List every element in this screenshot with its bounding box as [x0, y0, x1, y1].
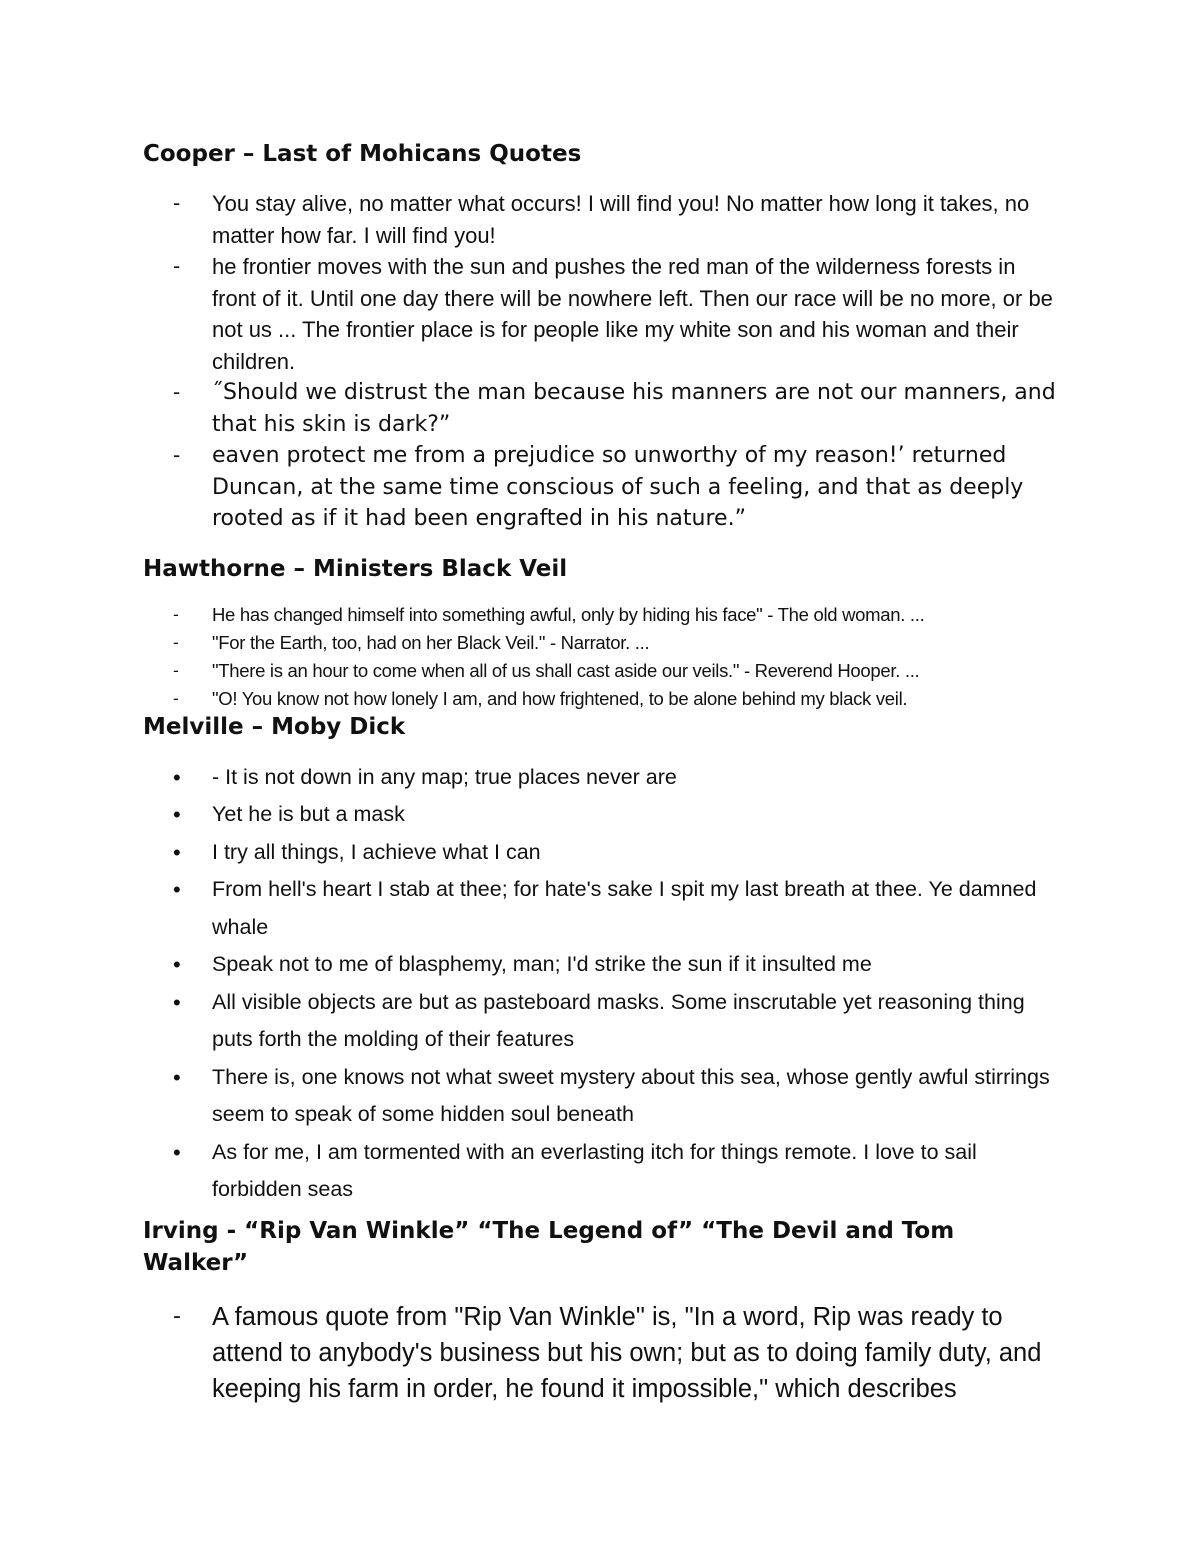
quote-text: I try all things, I achieve what I can — [212, 839, 541, 864]
section-heading-irving: Irving - “Rip Van Winkle” “The Legend of” “The Devil and Tom Walker” — [143, 1217, 955, 1276]
quote-list-irving — [143, 1299, 1063, 1407]
quote-text: - It is not down in any map; true places never are — [212, 764, 677, 789]
quote-list-hawthorne — [143, 601, 1063, 713]
list-item — [143, 440, 1063, 535]
section-heading-cooper: Cooper – Last of Mohicans Quotes — [143, 141, 582, 167]
section-heading-melville: Melville – Moby Dick — [143, 713, 406, 740]
quote-text: As for me, I am tormented with an everlasting itch for things remote. I love to sail forbidden seas — [212, 1139, 977, 1201]
dash-marker: - — [173, 660, 179, 680]
dash-marker: - — [173, 443, 181, 467]
list-item — [143, 834, 1063, 872]
dash-marker: - — [173, 191, 181, 215]
list-item — [143, 657, 1063, 685]
list-item — [143, 946, 1063, 984]
bullet-marker: • — [173, 839, 181, 865]
quote-text: "O! You know not how lonely I am, and how frightened, to be alone behind my black veil. — [212, 687, 908, 709]
bullet-marker: • — [173, 877, 181, 902]
bullet-marker: • — [173, 1064, 181, 1090]
bullet-marker: • — [173, 989, 181, 1015]
dash-marker: - — [173, 688, 179, 708]
quote-text: Speak not to me of blasphemy, man; I'd strike the sun if it insulted me — [212, 952, 872, 976]
quote-text: A famous quote from "Rip Van Winkle" is, "In a word, Rip was ready to attend to anybody's business but his own; but as to doing family duty, and keeping his farm in order, he found it impossible," which describes — [212, 1302, 1042, 1403]
bullet-marker: • — [173, 764, 181, 790]
document-content — [143, 138, 1063, 1407]
bullet-marker: • — [173, 802, 181, 827]
list-item — [143, 629, 1063, 657]
bullet-marker: • — [173, 1139, 181, 1165]
list-item — [143, 1134, 1063, 1209]
quote-text: he frontier moves with the sun and pushes the red man of the wilderness forests in front of it. Until one day there will be nowhere left. Then our race will be no more, or be not us ... The frontier place is for people like my white son and his woman and their children. — [212, 254, 1053, 374]
list-item — [143, 796, 1063, 834]
dash-marker: - — [173, 1303, 181, 1329]
quote-text: "For the Earth, too, had on her Black Veil." - Narrator. ... — [212, 631, 650, 653]
bullet-marker: • — [173, 952, 181, 977]
list-item — [143, 871, 1063, 946]
dash-marker: - — [173, 380, 181, 404]
quote-text: All visible objects are but as pasteboard masks. Some inscrutable yet reasoning thing puts forth the molding of their features — [212, 989, 1025, 1051]
list-item — [143, 251, 1063, 377]
quote-text: From hell's heart I stab at thee; for hate's sake I spit my last breath at thee. Ye damned whale — [212, 877, 1037, 939]
list-item — [143, 601, 1063, 629]
quote-text: ˝Should we distrust the man because his manners are not our manners, and that his skin is dark?” — [212, 380, 1056, 437]
section-heading-hawthorne: Hawthorne – Ministers Black Veil — [143, 555, 568, 582]
list-item — [143, 685, 1063, 713]
quote-text: You stay alive, no matter what occurs! I will find you! No matter how long it takes, no matter how far. I will find you! — [212, 191, 1030, 248]
quote-text: There is, one knows not what sweet mystery about this sea, whose gently awful stirrings seem to speak of some hidden soul beneath — [212, 1064, 1050, 1126]
dash-marker: - — [173, 604, 179, 624]
list-item — [143, 188, 1063, 251]
quote-list-cooper — [143, 188, 1063, 535]
quote-list-melville — [143, 759, 1063, 1209]
list-item — [143, 1299, 1063, 1407]
quote-text: Yet he is but a mask — [212, 802, 405, 826]
list-item — [143, 984, 1063, 1059]
list-item — [143, 1059, 1063, 1134]
quote-text: "There is an hour to come when all of us shall cast aside our veils." - Reverend Hooper. ... — [212, 659, 920, 681]
list-item — [143, 377, 1063, 440]
quote-text: eaven protect me from a prejudice so unworthy of my reason!’ returned Duncan, at the same time conscious of such a feeling, and that as deeply rooted as if it had been engrafted in his nature.” — [212, 443, 1024, 531]
quote-text: He has changed himself into something awful, only by hiding his face" - The old woman. ... — [212, 603, 925, 625]
list-item — [143, 759, 1063, 797]
dash-marker: - — [173, 632, 179, 652]
dash-marker: - — [173, 254, 181, 278]
